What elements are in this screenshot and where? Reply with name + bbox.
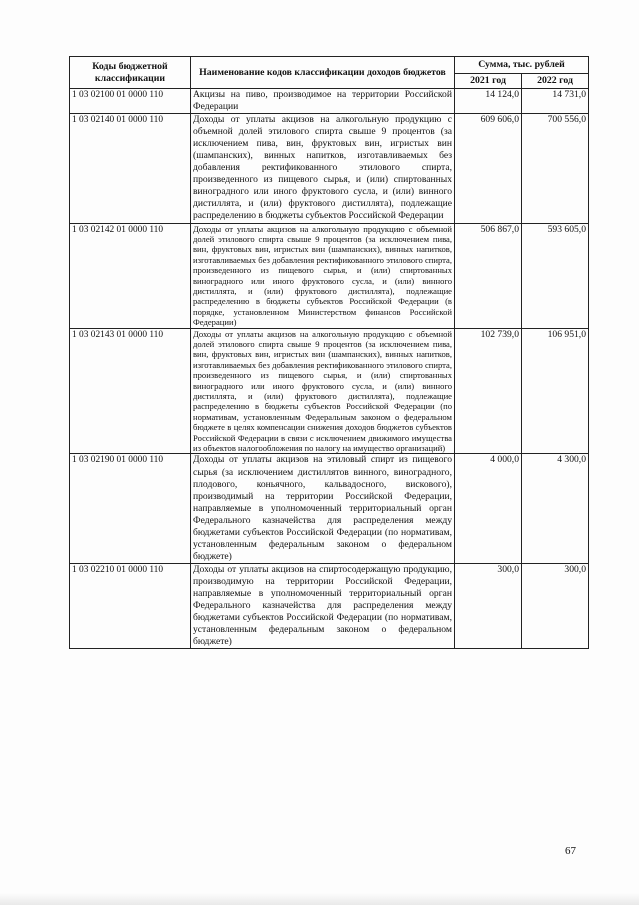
amount-2022-cell: 593 605,0 <box>522 223 589 328</box>
table-row <box>70 454 589 563</box>
header-year-2022: 2022 год <box>522 74 589 89</box>
amount-2021-cell: 4 000,0 <box>455 454 522 563</box>
amount-2021-cell: 609 606,0 <box>455 114 522 223</box>
budget-code-cell: 1 03 02210 01 0000 110 <box>70 563 191 648</box>
budget-name-cell: Доходы от уплаты акцизов на алкогольную продукцию с объемной долей этилового спирта свыше 9 процентов (за исключением пива, вин, фруктовых вин, игристых вин (шампанских), винных напитков, изготавливаемых без добавления ректификованного этилового спирта, произведенного из пищевого сырья, и (или) спиртованных виноградного или иного фруктового сусла, и (или) винного дистиллята, и (или) фруктового дистиллята), подлежащие распределению в бюджеты субъектов Российской Федерации <box>191 114 455 223</box>
amount-2021-cell: 14 124,0 <box>455 89 522 114</box>
budget-code-cell: 1 03 02140 01 0000 110 <box>70 114 191 223</box>
amount-2021-cell: 506 867,0 <box>455 223 522 328</box>
budget-code-cell: 1 03 02143 01 0000 110 <box>70 328 191 454</box>
amount-2022-cell: 700 556,0 <box>522 114 589 223</box>
budget-name-cell: Доходы от уплаты акцизов на спиртосодержащую продукцию, производимую на территории Российской Федерации, направляемые в уполномоченный территориальный орган Федерального казначейства для распределения между бюджетами субъектов Российской Федерации (по нормативам, установленным федеральным законом о федеральном бюджете) <box>191 563 455 648</box>
budget-name-cell: Доходы от уплаты акцизов на этиловый спирт из пищевого сырья (за исключением дистиллятов винного, виноградного, плодового, коньячного, кальвадосного, вискового), производимый на территории Российской Федерации, направляемые в уполномоченный территориальный орган Федерального казначейства для распределения между бюджетами субъектов Российской Федерации (по нормативам, установленным федеральным законом о федеральном бюджете) <box>191 454 455 563</box>
page-number: 67 <box>565 845 576 857</box>
table-row <box>70 328 589 454</box>
table-row <box>70 114 589 223</box>
budget-name-cell: Акцизы на пиво, производимое на территории Российской Федерации <box>191 89 455 114</box>
budget-code-cell: 1 03 02100 01 0000 110 <box>70 89 191 114</box>
budget-code-cell: 1 03 02142 01 0000 110 <box>70 223 191 328</box>
table-row <box>70 563 589 648</box>
amount-2021-cell: 300,0 <box>455 563 522 648</box>
header-name-column: Наименование кодов классификации доходов бюджетов <box>191 57 455 89</box>
budget-name-cell: Доходы от уплаты акцизов на алкогольную продукцию с объемной долей этилового спирта свыше 9 процентов (за исключением пива, вин, фруктовых вин, игристых вин (шампанских), винных напитков, изготавливаемых без добавления ректификованного этилового спирта, произведенного из пищевого сырья, и (или) спиртованных виноградного или иного фруктового сусла, и (или) винного дистиллята, и (или) фруктового дистиллята), подлежащие распределению в бюджеты субъектов Российской Федерации (по нормативам, установленным Федеральным законом о федеральном бюджете в целях компенсации снижения доходов бюджетов субъектов Российской Федерации в связи с исключением движимого имущества из объектов налогообложения по налогу на имущество организаций) <box>191 328 455 454</box>
amount-2022-cell: 300,0 <box>522 563 589 648</box>
header-code-column: Коды бюджетной классификации <box>70 57 191 89</box>
amount-2021-cell: 102 739,0 <box>455 328 522 454</box>
header-year-2021: 2021 год <box>455 74 522 89</box>
amount-2022-cell: 4 300,0 <box>522 454 589 563</box>
scan-bottom-edge <box>0 893 639 905</box>
table-row <box>70 89 589 114</box>
amount-2022-cell: 106 951,0 <box>522 328 589 454</box>
budget-name-cell: Доходы от уплаты акцизов на алкогольную продукцию с объемной долей этилового спирта свыше 9 процентов (за исключением пива, вин, фруктовых вин, игристых вин (шампанских), винных напитков, изготавливаемых без добавления ректификованного этилового спирта, произведенного из пищевого сырья, и (или) спиртованных виноградного или иного фруктового сусла, и (или) винного дистиллята, и (или) фруктового дистиллята), подлежащие распределению в бюджеты субъектов Российской Федерации (в порядке, установленном Министерством финансов Российской Федерации) <box>191 223 455 328</box>
amount-2022-cell: 14 731,0 <box>522 89 589 114</box>
budget-code-cell: 1 03 02190 01 0000 110 <box>70 454 191 563</box>
budget-revenue-table <box>69 56 589 649</box>
table-row <box>70 223 589 328</box>
header-sum-column: Сумма, тыс. рублей <box>455 57 589 74</box>
